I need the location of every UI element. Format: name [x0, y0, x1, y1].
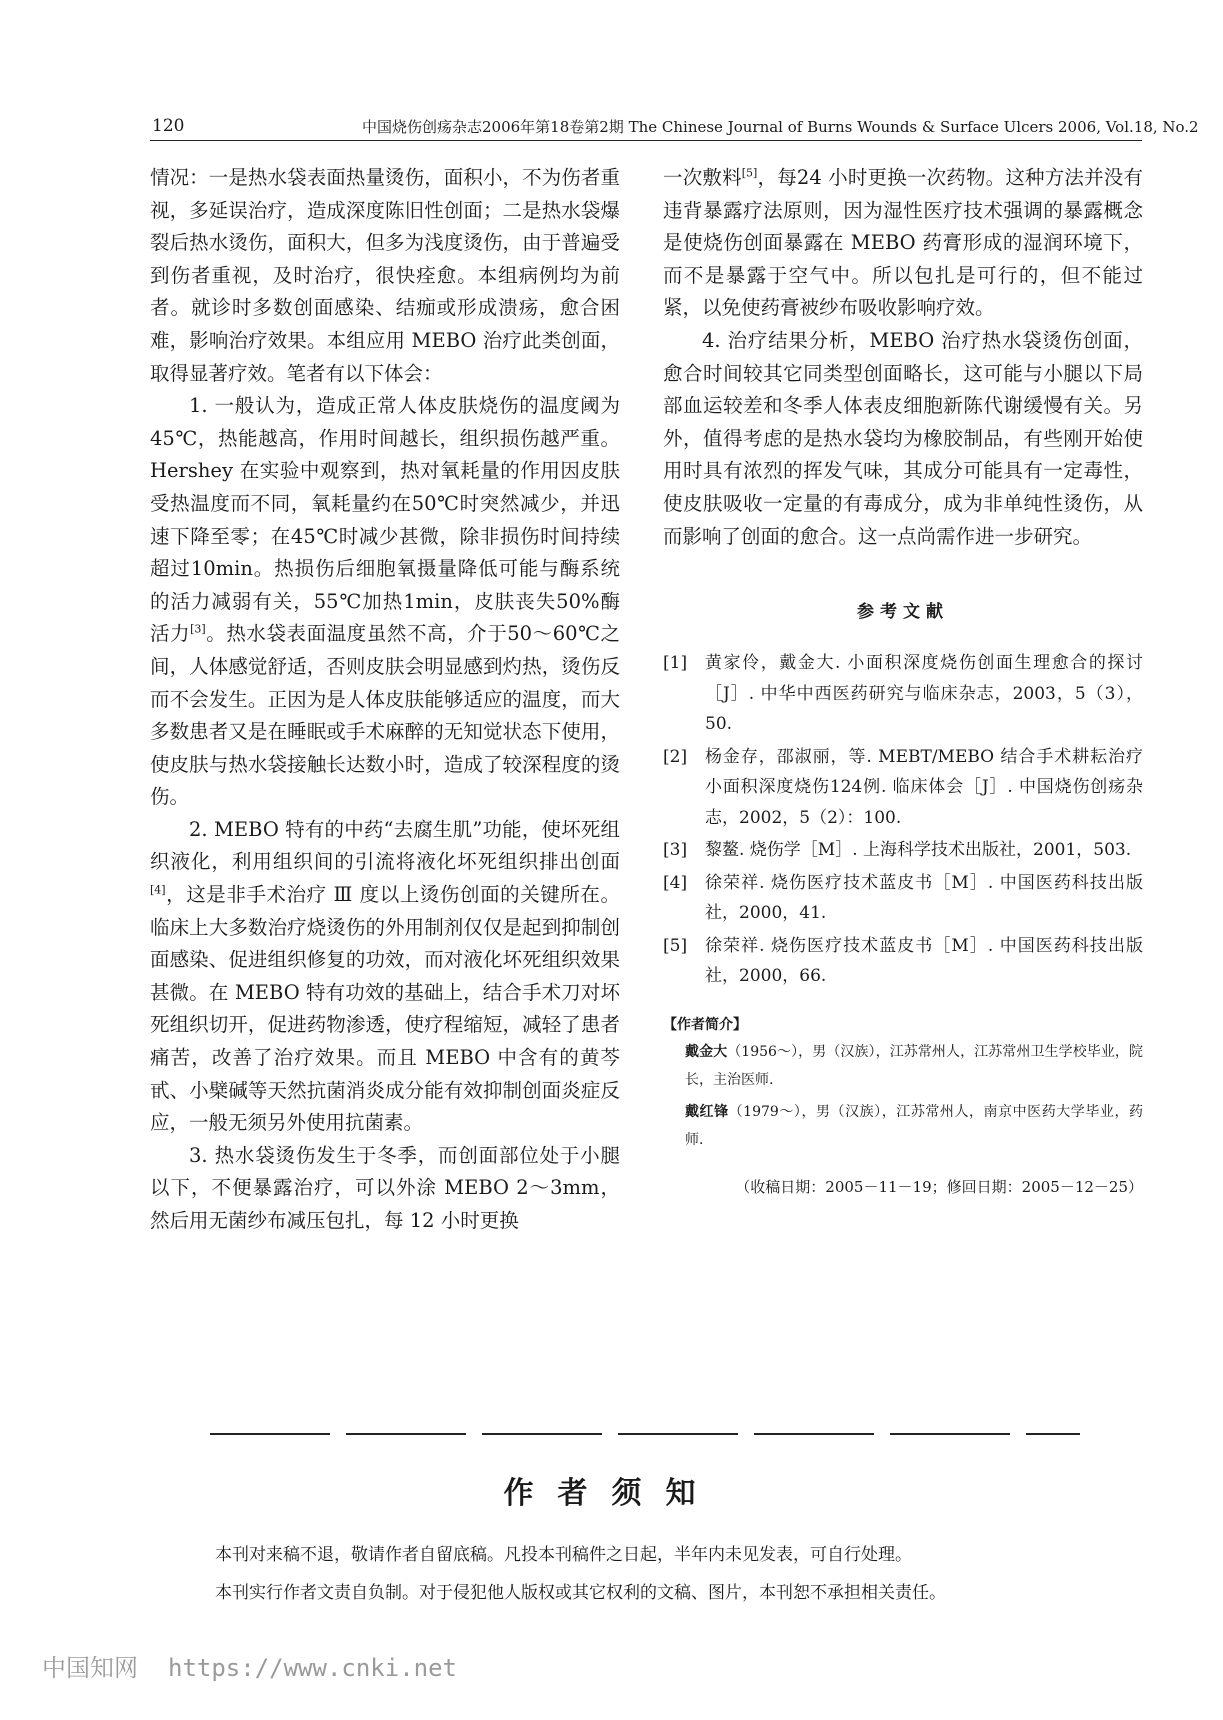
reference-item: [5] 徐荣祥. 烧伤医疗技术蓝皮书［M］. 中国医药科技出版社，2000，66.	[663, 935, 1143, 987]
body-paragraph: 一次敷料[5]，每24 小时更换一次药物。这种方法并没有违背暴露疗法原则，因为湿性医疗技术强调的暴露概念是使烧伤创面暴露在 MEBO 药膏形成的湿润环境下，而不是暴露于空气中。所以包扎是可行的，但不能过紧，以免使药膏被纱布吸收影响疗效。	[663, 166, 1143, 320]
watermark-site: 中国知网	[42, 1654, 138, 1682]
body-paragraph: 3. 热水袋烫伤发生于冬季，而创面部位处于小腿以下，不便暴露治疗，可以外涂 MEBO 2～3mm，然后用无菌纱布减压包扎，每 12 小时更换	[150, 1143, 620, 1232]
author-bio: 戴红锋（1979～），男（汉族），江苏常州人，南京中医药大学毕业，药师.	[685, 1103, 1143, 1148]
reference-item: [4] 徐荣祥. 烧伤医疗技术蓝皮书［M］. 中国医药科技出版社，2000，41.	[663, 872, 1143, 924]
reference-item: [2] 杨金存，邵淑丽，等. MEBT/MEBO 结合手术耕耘治疗小面积深度烧伤124例. 临床体会［J］. 中国烧伤创疡杂志，2002，5（2）：100.	[663, 746, 1143, 828]
reference-item: [1] 黄家伶，戴金大. 小面积深度烧伤创面生理愈合的探讨［J］. 中华中西医药研究与临床杂志，2003，5（3），50.	[663, 653, 1143, 735]
author-bio-title: 【作者简介】	[663, 1016, 747, 1033]
body-paragraph: 1. 一般认为，造成正常人体皮肤烧伤的温度阈为45℃，热能越高，作用时间越长，组织损伤越严重。Hershey 在实验中观察到，热对氧耗量的作用因皮肤受热温度而不同，氧耗量约在50℃时突然减少，并迅速下降至零；在45℃时减少甚微，除非损伤时间持续超过10min。热损伤后细胞氧摄量降低可能与酶系统的活力减弱有关，55℃加热1min，皮肤丧失50%酶活力[3]。热水袋表面温度虽然不高，介于50～60℃之间，人体感觉舒适，否则皮肤会明显感到灼热，烫伤反而不会发生。正因为是人体皮肤能够适应的温度，而大多数患者又是在睡眠或手术麻醉的无知觉状态下使用，使皮肤与热水袋接触长达数小时，造成了较深程度的烫伤。	[150, 394, 620, 809]
right-column	[663, 162, 1143, 1197]
header-rule	[150, 140, 1142, 141]
notice-title: 作者须知	[503, 1476, 720, 1511]
notice-line: 本刊实行作者文责自负制。对于侵犯他人版权或其它权利的文稿、图片，本刊恕不承担相关责任。	[215, 1583, 946, 1603]
left-column	[150, 162, 620, 1238]
section-divider	[210, 1433, 1080, 1435]
received-date: （收稿日期：2005－11－19；修回日期：2005－12－25）	[735, 1177, 1143, 1196]
watermark	[42, 1648, 457, 1683]
body-paragraph: 2. MEBO 特有的中药“去腐生肌”功能，使坏死组织液化，利用组织间的引流将液化坏死组织排出创面[4]，这是非手术治疗 Ⅲ 度以上烫伤创面的关键所在。临床上大多数治疗烧烫伤的外用制剂仅仅是起到抑制创面感染、促进组织修复的功效，而对液化坏死组织效果甚微。在 MEBO 特有功效的基础上，结合手术刀对坏死组织切开，促进药物渗透，使疗程缩短，减轻了患者痛苦，改善了治疗效果。而且 MEBO 中含有的黄芩甙、小檗碱等天然抗菌消炎成分能有效抑制创面炎症反应，一般无须另外使用抗菌素。	[150, 817, 620, 1135]
citation: [5]	[741, 166, 758, 180]
running-header: 中国烧伤创疡杂志2006年第18卷第2期 The Chinese Journal of Burns Wounds & Surface Ulcers 2006, Vol.18, No.2	[362, 118, 1199, 136]
page-number: 120	[152, 116, 185, 136]
author-bio: 戴金大（1956～），男（汉族），江苏常州人，江苏常州卫生学校毕业，院长，主治医师.	[685, 1043, 1143, 1088]
references-title: 参考文献	[857, 602, 949, 623]
citation: [4]	[150, 883, 166, 897]
reference-item: [3] 黎鳌. 烧伤学［M］. 上海科学技术出版社，2001，503.	[663, 840, 1132, 861]
body-paragraph: 情况：一是热水袋表面热量烫伤，面积小，不为伤者重视，多延误治疗，造成深度陈旧性创面；二是热水袋爆裂后热水烫伤，面积大，但多为浅度烫伤，由于普遍受到伤者重视，及时治疗，很快痊愈。本组病例均为前者。就诊时多数创面感染、结痂或形成溃疡，愈合困难，影响治疗效果。本组应用 MEBO 治疗此类创面，取得显著疗效。笔者有以下体会：	[150, 166, 620, 385]
citation: [3]	[190, 622, 206, 636]
watermark-url[interactable]: https://www.cnki.net	[168, 1654, 457, 1682]
reference-list	[663, 648, 1143, 992]
notice-line: 本刊对来稿不退，敬请作者自留底稿。凡投本刊稿件之日起，半年内未见发表，可自行处理。	[215, 1545, 912, 1565]
body-paragraph: 4. 治疗结果分析，MEBO 治疗热水袋烫伤创面，愈合时间较其它同类型创面略长，这可能与小腿以下局部血运较差和冬季人体表皮细胞新陈代谢缓慢有关。另外，值得考虑的是热水袋均为橡胶制品，有些刚开始使用时具有浓烈的挥发气味，其成分可能具有一定毒性，使皮肤吸收一定量的有毒成分，成为非单纯性烫伤，从而影响了创面的愈合。这一点尚需作进一步研究。	[663, 328, 1143, 548]
